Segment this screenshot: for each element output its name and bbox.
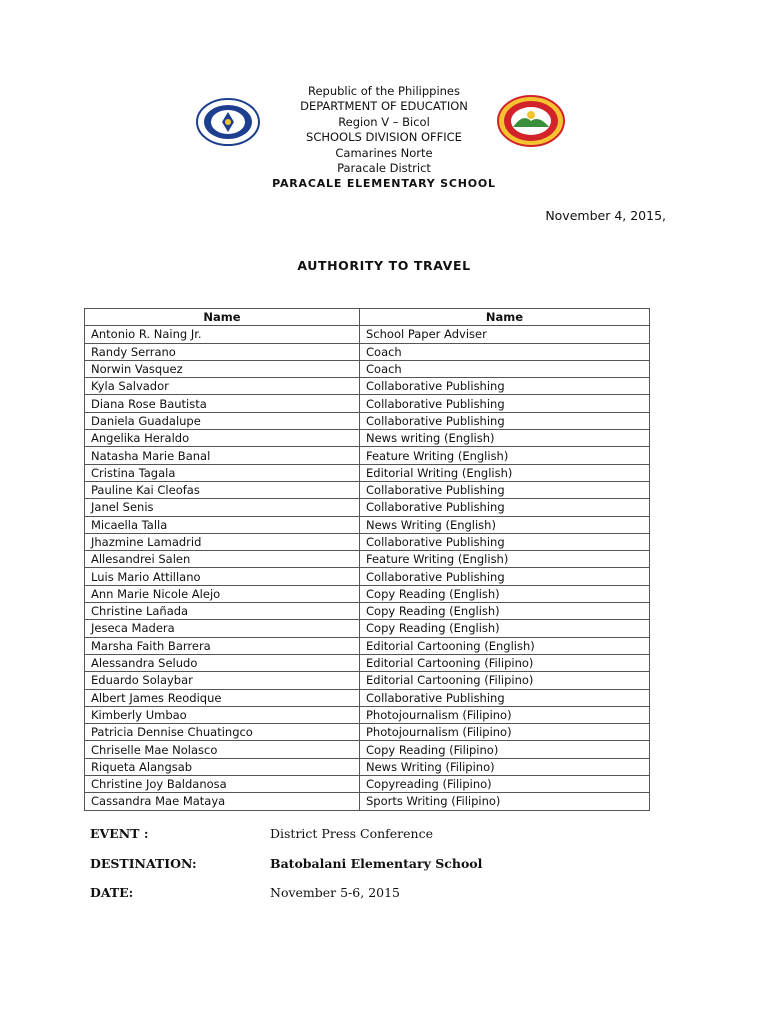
header-line: Region V – Bicol [338,114,430,129]
document-title: AUTHORITY TO TRAVEL [297,258,471,273]
participant-name-cell: Jeseca Madera [85,620,360,637]
table-row [85,758,650,775]
participant-name-cell: Pauline Kai Cleofas [85,481,360,498]
table-row [85,481,650,498]
participant-role-cell: Coach [360,360,650,377]
table-row [85,776,650,793]
participant-role-cell: Editorial Writing (English) [360,464,650,481]
table-row [85,603,650,620]
header-line: Camarines Norte [335,145,433,160]
table-row [85,620,650,637]
participant-role-cell: Collaborative Publishing [360,412,650,429]
participant-role-cell: Collaborative Publishing [360,378,650,395]
participant-name-cell: Diana Rose Bautista [85,395,360,412]
table-row [85,706,650,723]
table-row [85,395,650,412]
participant-role-cell: Copyreading (Filipino) [360,776,650,793]
table-row [85,654,650,671]
participant-name-cell: Cassandra Mae Mataya [85,793,360,810]
event-value: District Press Conference [270,826,434,841]
participant-role-cell: Feature Writing (English) [360,551,650,568]
table-row [85,499,650,516]
participant-name-cell: Randy Serrano [85,343,360,360]
participant-name-cell: Marsha Faith Barrera [85,637,360,654]
participant-name-cell: Alessandra Seludo [85,654,360,671]
participant-role-cell: News Writing (Filipino) [360,758,650,775]
participant-role-cell: Copy Reading (English) [360,585,650,602]
participant-name-cell: Micaella Talla [85,516,360,533]
participant-role-cell: Coach [360,343,650,360]
participant-role-cell: Sports Writing (Filipino) [360,793,650,810]
participant-name-cell: Natasha Marie Banal [85,447,360,464]
date-value: November 5-6, 2015 [270,885,401,900]
table-row [85,724,650,741]
participant-role-cell: Photojournalism (Filipino) [360,724,650,741]
participant-role-cell: Copy Reading (English) [360,603,650,620]
table-row [85,464,650,481]
participant-role-cell: School Paper Adviser [360,326,650,343]
participant-role-cell: News writing (English) [360,430,650,447]
participant-role-cell: Collaborative Publishing [360,481,650,498]
table-row [85,326,650,343]
participant-role-cell: Copy Reading (English) [360,620,650,637]
table-row [85,568,650,585]
participant-name-cell: Janel Senis [85,499,360,516]
table-row [85,551,650,568]
participant-role-cell: Editorial Cartooning (Filipino) [360,672,650,689]
participant-name-cell: Kyla Salvador [85,378,360,395]
participant-role-cell: Collaborative Publishing [360,568,650,585]
column-header: Name [85,309,360,326]
column-header: Name [360,309,650,326]
participant-name-cell: Allesandrei Salen [85,551,360,568]
participant-name-cell: Luis Mario Attillano [85,568,360,585]
table-row [85,430,650,447]
participant-role-cell: Collaborative Publishing [360,689,650,706]
letter-date: November 4, 2015, [545,208,666,223]
date-label: DATE: [90,885,134,900]
header-line: Republic of the Philippines [307,84,461,98]
table-row [85,585,650,602]
table-row [85,793,650,810]
table-body [85,326,650,810]
table-row [85,447,650,464]
participant-name-cell: Eduardo Solaybar [85,672,360,689]
participant-name-cell: Antonio R. Naing Jr. [85,326,360,343]
table-row [85,689,650,706]
header-line: SCHOOLS DIVISION OFFICE [306,130,462,145]
participant-name-cell: Christine Lañada [85,603,360,620]
participant-role-cell: News Writing (English) [360,516,650,533]
table-row [85,516,650,533]
participant-role-cell: Collaborative Publishing [360,533,650,550]
participant-name-cell: Kimberly Umbao [85,706,360,723]
participant-role-cell: Collaborative Publishing [360,395,650,412]
participant-name-cell: Jhazmine Lamadrid [85,533,360,550]
table-row [85,741,650,758]
table-row [85,533,650,550]
participant-name-cell: Norwin Vasquez [85,360,360,377]
table-row [85,412,650,429]
table-row [85,672,650,689]
destination-value: Batobalani Elementary School [270,856,483,871]
participant-role-cell: Photojournalism (Filipino) [360,706,650,723]
event-label: EVENT : [90,826,149,841]
participant-role-cell: Copy Reading (Filipino) [360,741,650,758]
table-row [85,360,650,377]
participant-name-cell: Albert James Reodique [85,689,360,706]
participant-name-cell: Christine Joy Baldanosa [85,776,360,793]
table-row [85,343,650,360]
table-header-row [85,309,650,326]
header-line: DEPARTMENT OF EDUCATION [300,99,468,114]
participant-name-cell: Angelika Heraldo [85,430,360,447]
header-line: Paracale District [337,161,431,176]
participant-name-cell: Cristina Tagala [85,464,360,481]
table-row [85,637,650,654]
participant-name-cell: Daniela Guadalupe [85,412,360,429]
table-row [85,378,650,395]
school-name: PARACALE ELEMENTARY SCHOOL [272,177,496,191]
destination-label: DESTINATION: [90,856,197,871]
participant-name-cell: Chriselle Mae Nolasco [85,741,360,758]
participant-role-cell: Editorial Cartooning (Filipino) [360,654,650,671]
participant-name-cell: Ann Marie Nicole Alejo [85,585,360,602]
participant-name-cell: Patricia Dennise Chuatingco [85,724,360,741]
letterhead [0,84,768,190]
participant-role-cell: Editorial Cartooning (English) [360,637,650,654]
participant-role-cell: Collaborative Publishing [360,499,650,516]
participant-name-cell: Riqueta Alangsab [85,758,360,775]
participant-role-cell: Feature Writing (English) [360,447,650,464]
participants-table [84,308,650,811]
